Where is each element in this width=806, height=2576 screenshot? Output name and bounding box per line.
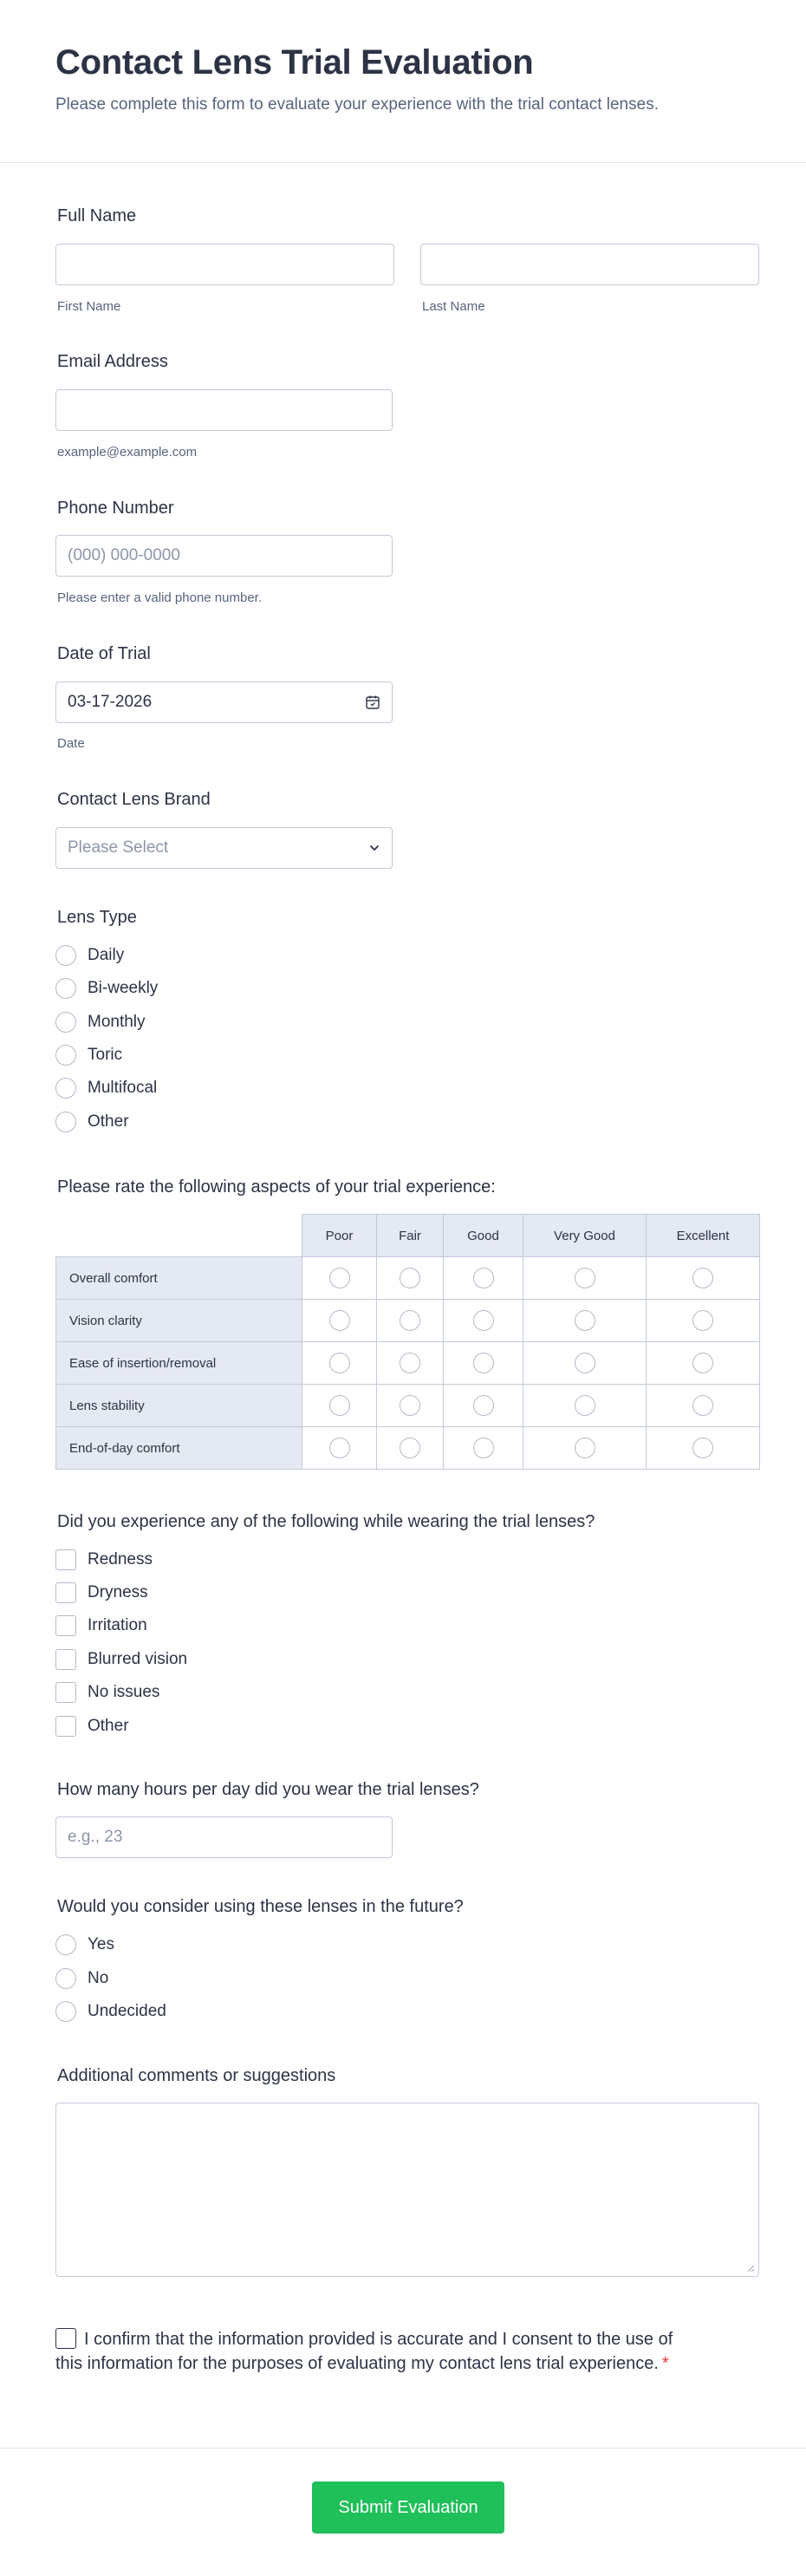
- checkbox[interactable]: [55, 1582, 76, 1603]
- matrix-radio[interactable]: [575, 1395, 595, 1416]
- brand-select[interactable]: [55, 827, 393, 869]
- option-label: No: [88, 1969, 109, 1987]
- date-sublabel: Date: [57, 736, 85, 751]
- matrix-row: [56, 1300, 760, 1342]
- matrix-row-label: Lens stability: [56, 1385, 302, 1427]
- matrix-radio[interactable]: [473, 1268, 494, 1288]
- future-option[interactable]: [55, 1933, 114, 1957]
- matrix-row: [56, 1257, 760, 1300]
- future-label: Would you consider using these lenses in the future?: [57, 1897, 464, 1916]
- lens-type-label: Lens Type: [57, 908, 137, 927]
- form-header: [0, 0, 806, 163]
- matrix-row: [56, 1427, 760, 1470]
- matrix-radio[interactable]: [575, 1438, 595, 1458]
- lens-type-option[interactable]: [55, 943, 124, 968]
- radio-button[interactable]: [55, 2001, 76, 2022]
- matrix-radio[interactable]: [400, 1353, 420, 1373]
- matrix-radio[interactable]: [692, 1395, 713, 1416]
- last-name-sublabel: Last Name: [422, 299, 485, 314]
- matrix-row-label: Ease of insertion/removal: [56, 1342, 302, 1385]
- option-label: Irritation: [88, 1616, 147, 1634]
- calendar-icon[interactable]: [365, 695, 380, 710]
- matrix-radio[interactable]: [473, 1395, 494, 1416]
- option-label: No issues: [88, 1683, 160, 1701]
- hours-placeholder: e.g., 23: [68, 1828, 123, 1846]
- form-subtitle: Please complete this form to evaluate your experience with the trial contact lenses.: [55, 95, 659, 114]
- consent-text: I confirm that the information provided is accurate and I consent to the use of this information for the purposes of evaluating my contact lens trial experience.: [55, 2330, 673, 2373]
- required-marker: *: [661, 2354, 669, 2373]
- symptom-option[interactable]: [55, 1714, 129, 1738]
- matrix-column-header: Excellent: [647, 1215, 760, 1257]
- consent-checkbox[interactable]: [55, 2328, 76, 2349]
- option-label: Redness: [88, 1550, 153, 1568]
- first-name-input[interactable]: [55, 244, 394, 285]
- symptom-option[interactable]: [55, 1581, 148, 1605]
- matrix-column-header: Good: [444, 1215, 523, 1257]
- radio-button[interactable]: [55, 1112, 76, 1132]
- form-title: Contact Lens Trial Evaluation: [55, 43, 534, 82]
- option-label: Monthly: [88, 1013, 146, 1031]
- radio-button[interactable]: [55, 1078, 76, 1099]
- hours-label: How many hours per day did you wear the trial lenses?: [57, 1780, 479, 1799]
- option-label: Other: [88, 1717, 129, 1735]
- option-label: Blurred vision: [88, 1650, 188, 1668]
- matrix-row-label: Overall comfort: [56, 1257, 302, 1300]
- radio-button[interactable]: [55, 1934, 76, 1955]
- matrix-radio[interactable]: [692, 1438, 713, 1458]
- matrix-radio[interactable]: [692, 1353, 713, 1373]
- lens-type-option[interactable]: [55, 1076, 157, 1100]
- submit-button[interactable]: Submit Evaluation: [312, 2481, 504, 2534]
- matrix-corner: [56, 1215, 302, 1257]
- matrix-radio[interactable]: [575, 1268, 595, 1288]
- checkbox[interactable]: [55, 1549, 76, 1570]
- matrix-radio[interactable]: [400, 1310, 420, 1331]
- date-label: Date of Trial: [57, 644, 151, 663]
- matrix-radio[interactable]: [400, 1438, 420, 1458]
- matrix-radio[interactable]: [473, 1438, 494, 1458]
- option-label: Other: [88, 1112, 129, 1131]
- date-input[interactable]: [55, 681, 393, 723]
- email-label: Email Address: [57, 352, 168, 371]
- phone-input[interactable]: [55, 535, 393, 577]
- matrix-row-label: Vision clarity: [56, 1300, 302, 1342]
- symptom-option[interactable]: [55, 1614, 147, 1638]
- checkbox[interactable]: [55, 1649, 76, 1670]
- full-name-label: Full Name: [57, 206, 137, 225]
- brand-placeholder: Please Select: [68, 838, 169, 857]
- last-name-input[interactable]: [420, 244, 759, 285]
- email-sublabel: example@example.com: [57, 445, 198, 460]
- radio-button[interactable]: [55, 1045, 76, 1066]
- future-option[interactable]: [55, 1966, 108, 1991]
- matrix-row: [56, 1342, 760, 1385]
- matrix-radio[interactable]: [400, 1268, 420, 1288]
- matrix-radio[interactable]: [329, 1310, 350, 1331]
- lens-type-option[interactable]: [55, 1010, 146, 1034]
- phone-label: Phone Number: [57, 499, 174, 518]
- hours-input[interactable]: [55, 1816, 393, 1858]
- matrix-column-header: Fair: [377, 1215, 444, 1257]
- matrix-radio[interactable]: [329, 1268, 350, 1288]
- chevron-down-icon: [368, 842, 380, 854]
- radio-button[interactable]: [55, 1012, 76, 1033]
- matrix-row-label: End-of-day comfort: [56, 1427, 302, 1470]
- checkbox[interactable]: [55, 1682, 76, 1703]
- matrix-radio[interactable]: [329, 1353, 350, 1373]
- matrix-radio[interactable]: [400, 1395, 420, 1416]
- option-label: Yes: [88, 1935, 114, 1953]
- radio-button[interactable]: [55, 945, 76, 966]
- radio-button[interactable]: [55, 978, 76, 999]
- symptom-option[interactable]: [55, 1647, 187, 1672]
- resize-grip-icon[interactable]: [746, 2264, 755, 2273]
- lens-type-option[interactable]: [55, 976, 158, 1001]
- matrix-column-header: Very Good: [523, 1215, 647, 1257]
- matrix-radio[interactable]: [473, 1353, 494, 1373]
- option-label: Bi-weekly: [88, 979, 159, 997]
- matrix-radio[interactable]: [329, 1395, 350, 1416]
- lens-type-option[interactable]: [55, 1110, 129, 1134]
- option-label: Dryness: [88, 1583, 148, 1601]
- lens-type-option[interactable]: [55, 1043, 122, 1067]
- symptom-option[interactable]: [55, 1548, 153, 1572]
- option-label: Undecided: [88, 2002, 166, 2020]
- matrix-radio[interactable]: [692, 1268, 713, 1288]
- symptom-option[interactable]: [55, 1680, 159, 1705]
- option-label: Multifocal: [88, 1079, 158, 1097]
- future-option[interactable]: [55, 1999, 166, 2024]
- comments-textarea[interactable]: [55, 2103, 759, 2277]
- option-label: Toric: [88, 1046, 123, 1064]
- rating-matrix: [55, 1214, 760, 1470]
- checkbox[interactable]: [55, 1615, 76, 1636]
- matrix-radio[interactable]: [329, 1438, 350, 1458]
- comments-label: Additional comments or suggestions: [57, 2066, 336, 2085]
- option-label: Daily: [88, 946, 125, 964]
- radio-button[interactable]: [55, 1968, 76, 1989]
- phone-sublabel: Please enter a valid phone number.: [57, 590, 262, 605]
- symptoms-label: Did you experience any of the following while wearing the trial lenses?: [57, 1512, 595, 1531]
- consent-field: [55, 2327, 679, 2376]
- first-name-sublabel: First Name: [57, 299, 121, 314]
- rating-label: Please rate the following aspects of your trial experience:: [57, 1177, 496, 1197]
- brand-label: Contact Lens Brand: [57, 790, 211, 809]
- phone-placeholder: (000) 000-0000: [68, 546, 180, 564]
- matrix-row: [56, 1385, 760, 1427]
- matrix-radio[interactable]: [692, 1310, 713, 1331]
- matrix-radio[interactable]: [575, 1310, 595, 1331]
- email-input[interactable]: [55, 389, 393, 431]
- matrix-radio[interactable]: [473, 1310, 494, 1331]
- matrix-column-header: Poor: [302, 1215, 377, 1257]
- matrix-radio[interactable]: [575, 1353, 595, 1373]
- checkbox[interactable]: [55, 1716, 76, 1737]
- date-value: 03-17-2026: [68, 693, 153, 711]
